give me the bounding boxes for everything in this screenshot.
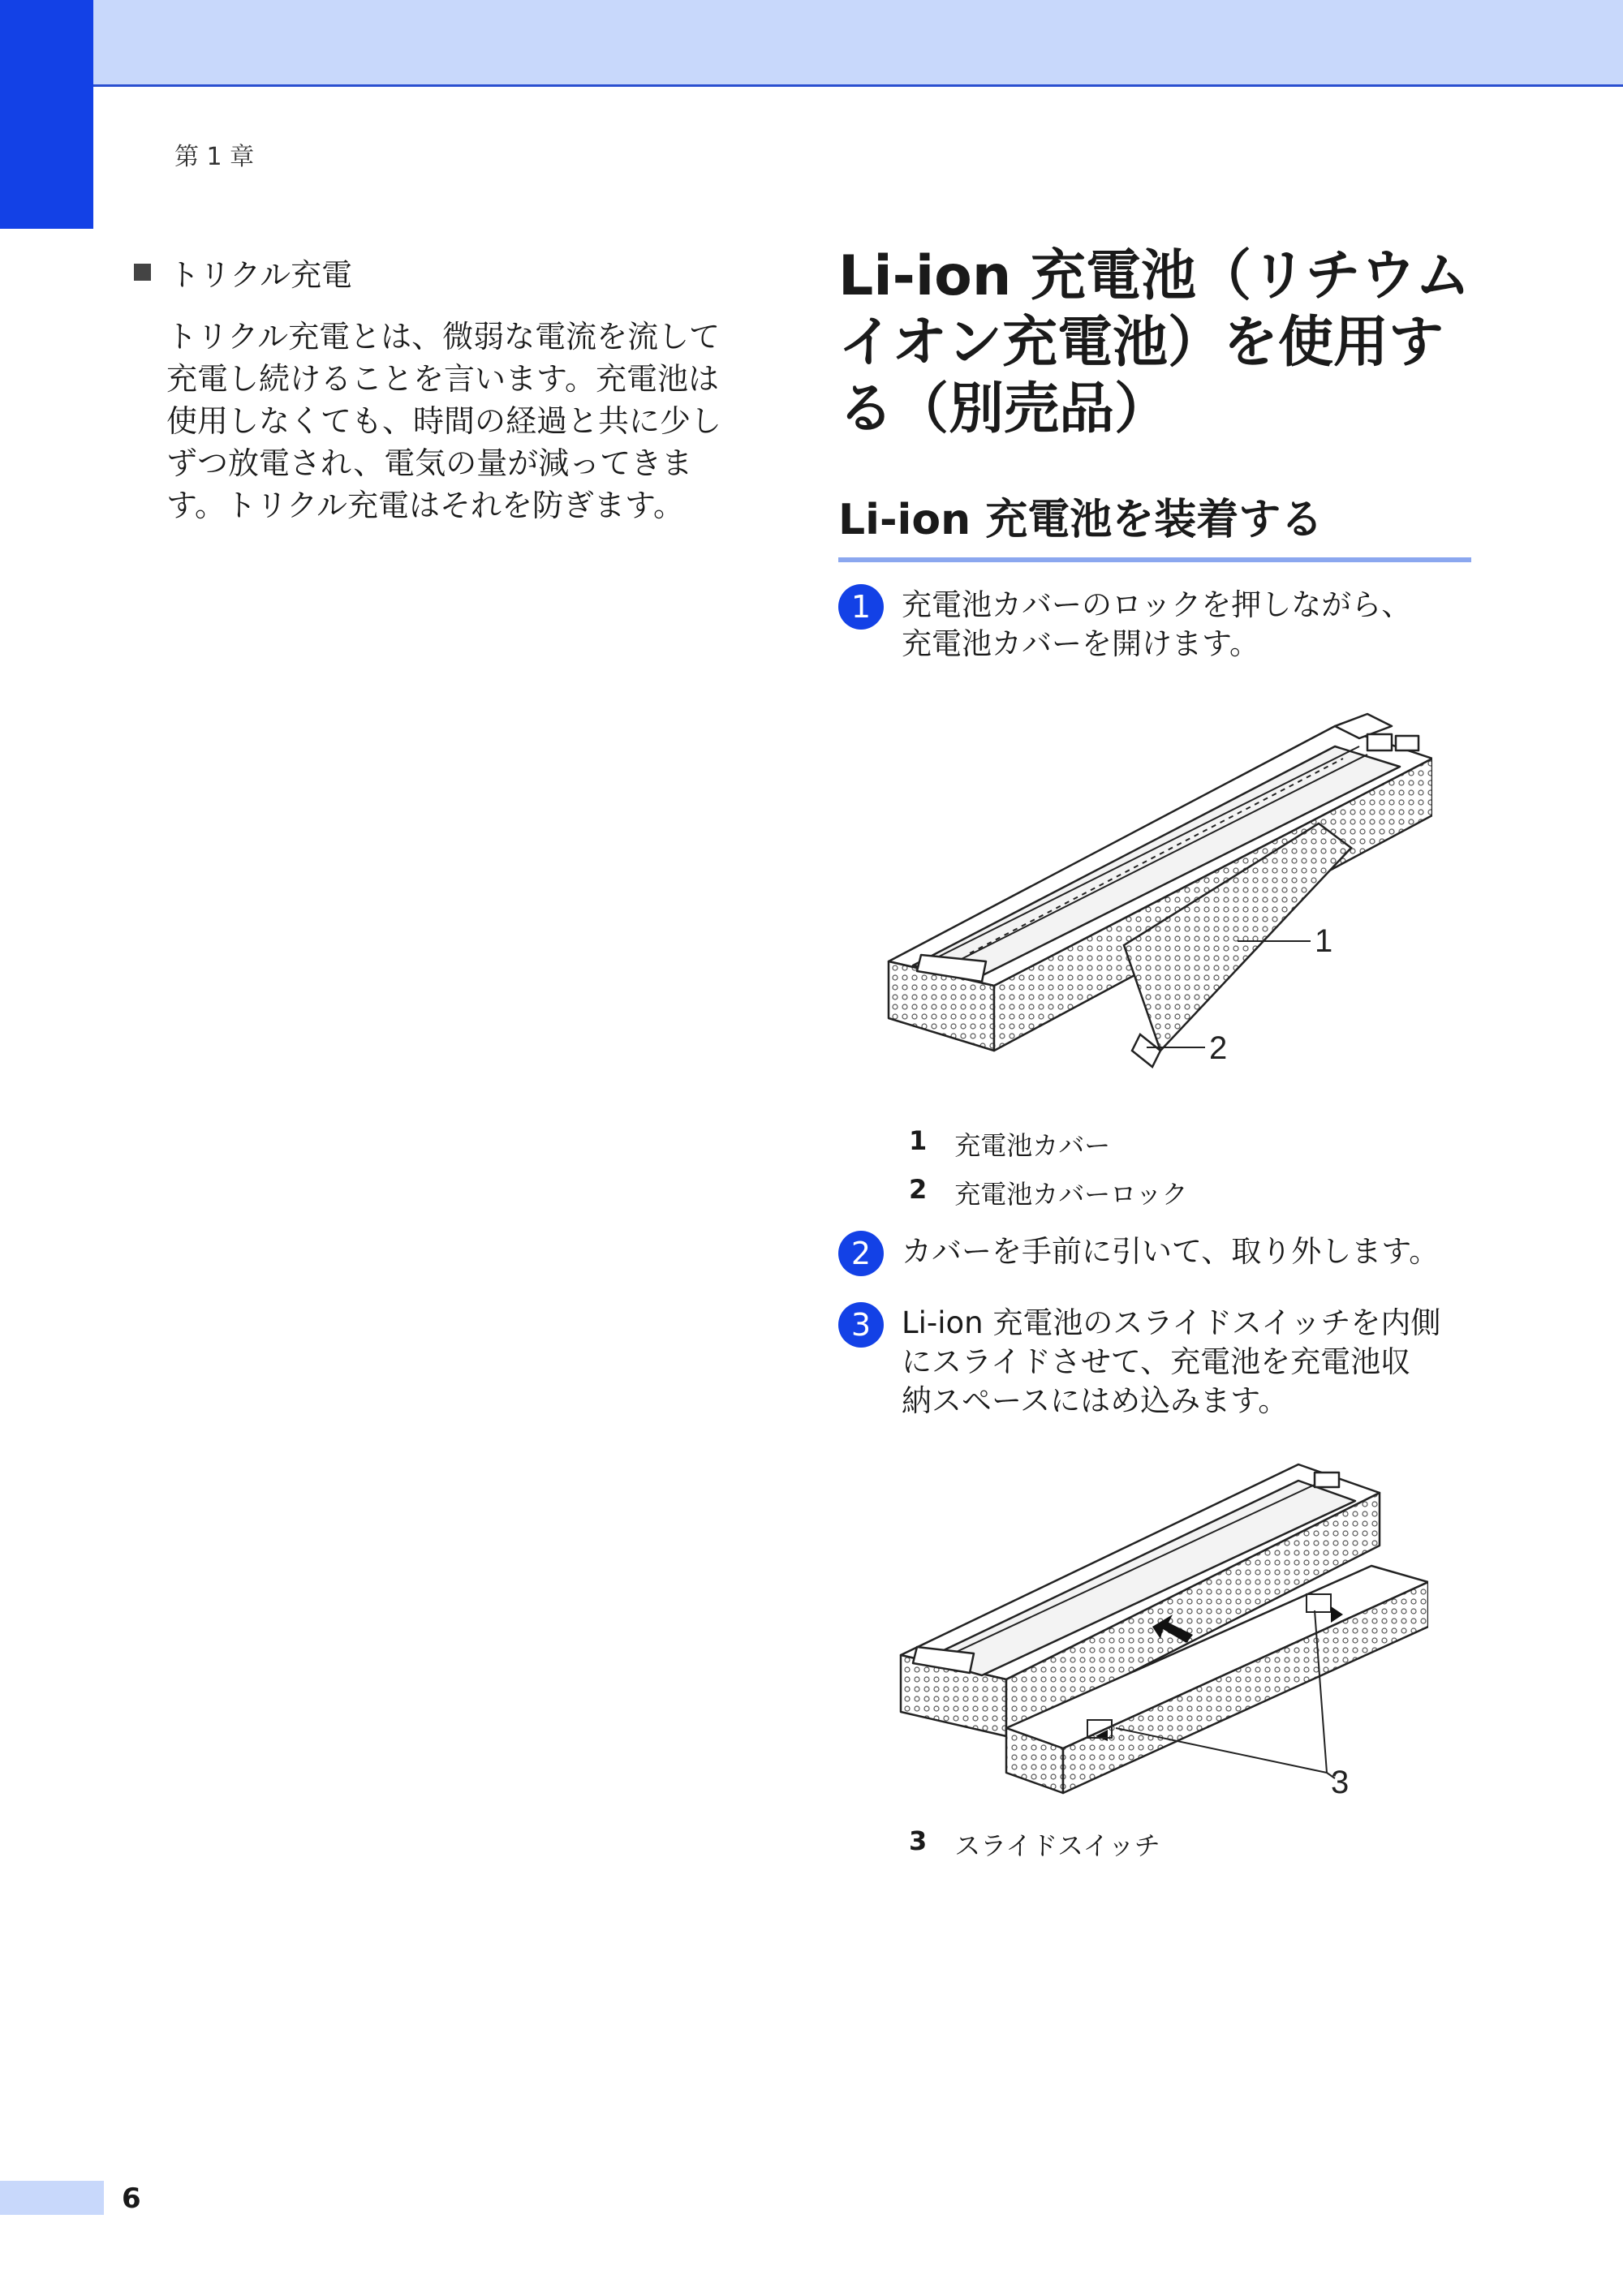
figure2-legend-item-3 [909, 1825, 1160, 1863]
step-2 [838, 1231, 1479, 1276]
header-band [0, 0, 1623, 87]
legend-label: スライドスイッチ [954, 1830, 1160, 1861]
subsection-title: Li-ion 充電池を装着する [838, 485, 1471, 562]
callout-2: 2 [1209, 1030, 1228, 1066]
legend-number: 3 [909, 1825, 928, 1856]
legend-label: 充電池カバー [954, 1130, 1111, 1161]
step-1 [838, 584, 1479, 664]
printer-battery-cover-illustration [880, 710, 1432, 1083]
figure1-legend-item-2 [909, 1174, 1188, 1211]
step-number-1: 1 [838, 584, 884, 630]
step-3 [838, 1302, 1479, 1421]
square-bullet-icon [134, 264, 151, 281]
step-text-1: 充電池カバーのロックを押しながら、 充電池カバーを開けます。 [902, 587, 1412, 661]
page-number: 6 [122, 2182, 141, 2215]
figure1-legend-item-1 [909, 1125, 1110, 1163]
battery-insertion-illustration [893, 1460, 1428, 1825]
step-text-3: Li-ion 充電池のスライドスイッチを内側 にスライドさせて、充電池を充電池収 納スペースにはめ込みます。 [902, 1305, 1441, 1418]
right-column [838, 243, 1471, 562]
legend-number: 2 [909, 1174, 928, 1205]
callout-3: 3 [1331, 1765, 1350, 1800]
section-title: Li-ion 充電池（リチウム イオン充電池）を使用す る（別売品） [838, 244, 1470, 441]
callout-1: 1 [1315, 923, 1333, 959]
trickle-charge-heading-text: トリクル充電 [169, 257, 353, 293]
step-number-3: 3 [838, 1302, 884, 1348]
left-column [134, 250, 751, 527]
trickle-charge-heading [134, 250, 751, 295]
step-number-2: 2 [838, 1231, 884, 1276]
trickle-charge-body: トリクル充電とは、微弱な電流を流して 充電し続けることを言います。充電池は 使用しなくても、時間の経過と共に少し ずつ放電され、電気の量が減ってきま す。トリクル充電はそれを防ぎます。 [166, 319, 722, 523]
legend-label: 充電池カバーロック [954, 1179, 1188, 1210]
chapter-tab [0, 0, 93, 229]
legend-number: 1 [909, 1125, 928, 1156]
chapter-label: 第 1 章 [174, 143, 255, 171]
footer-bar [0, 2181, 104, 2215]
step-text-2: カバーを手前に引いて、取り外します。 [902, 1234, 1440, 1269]
